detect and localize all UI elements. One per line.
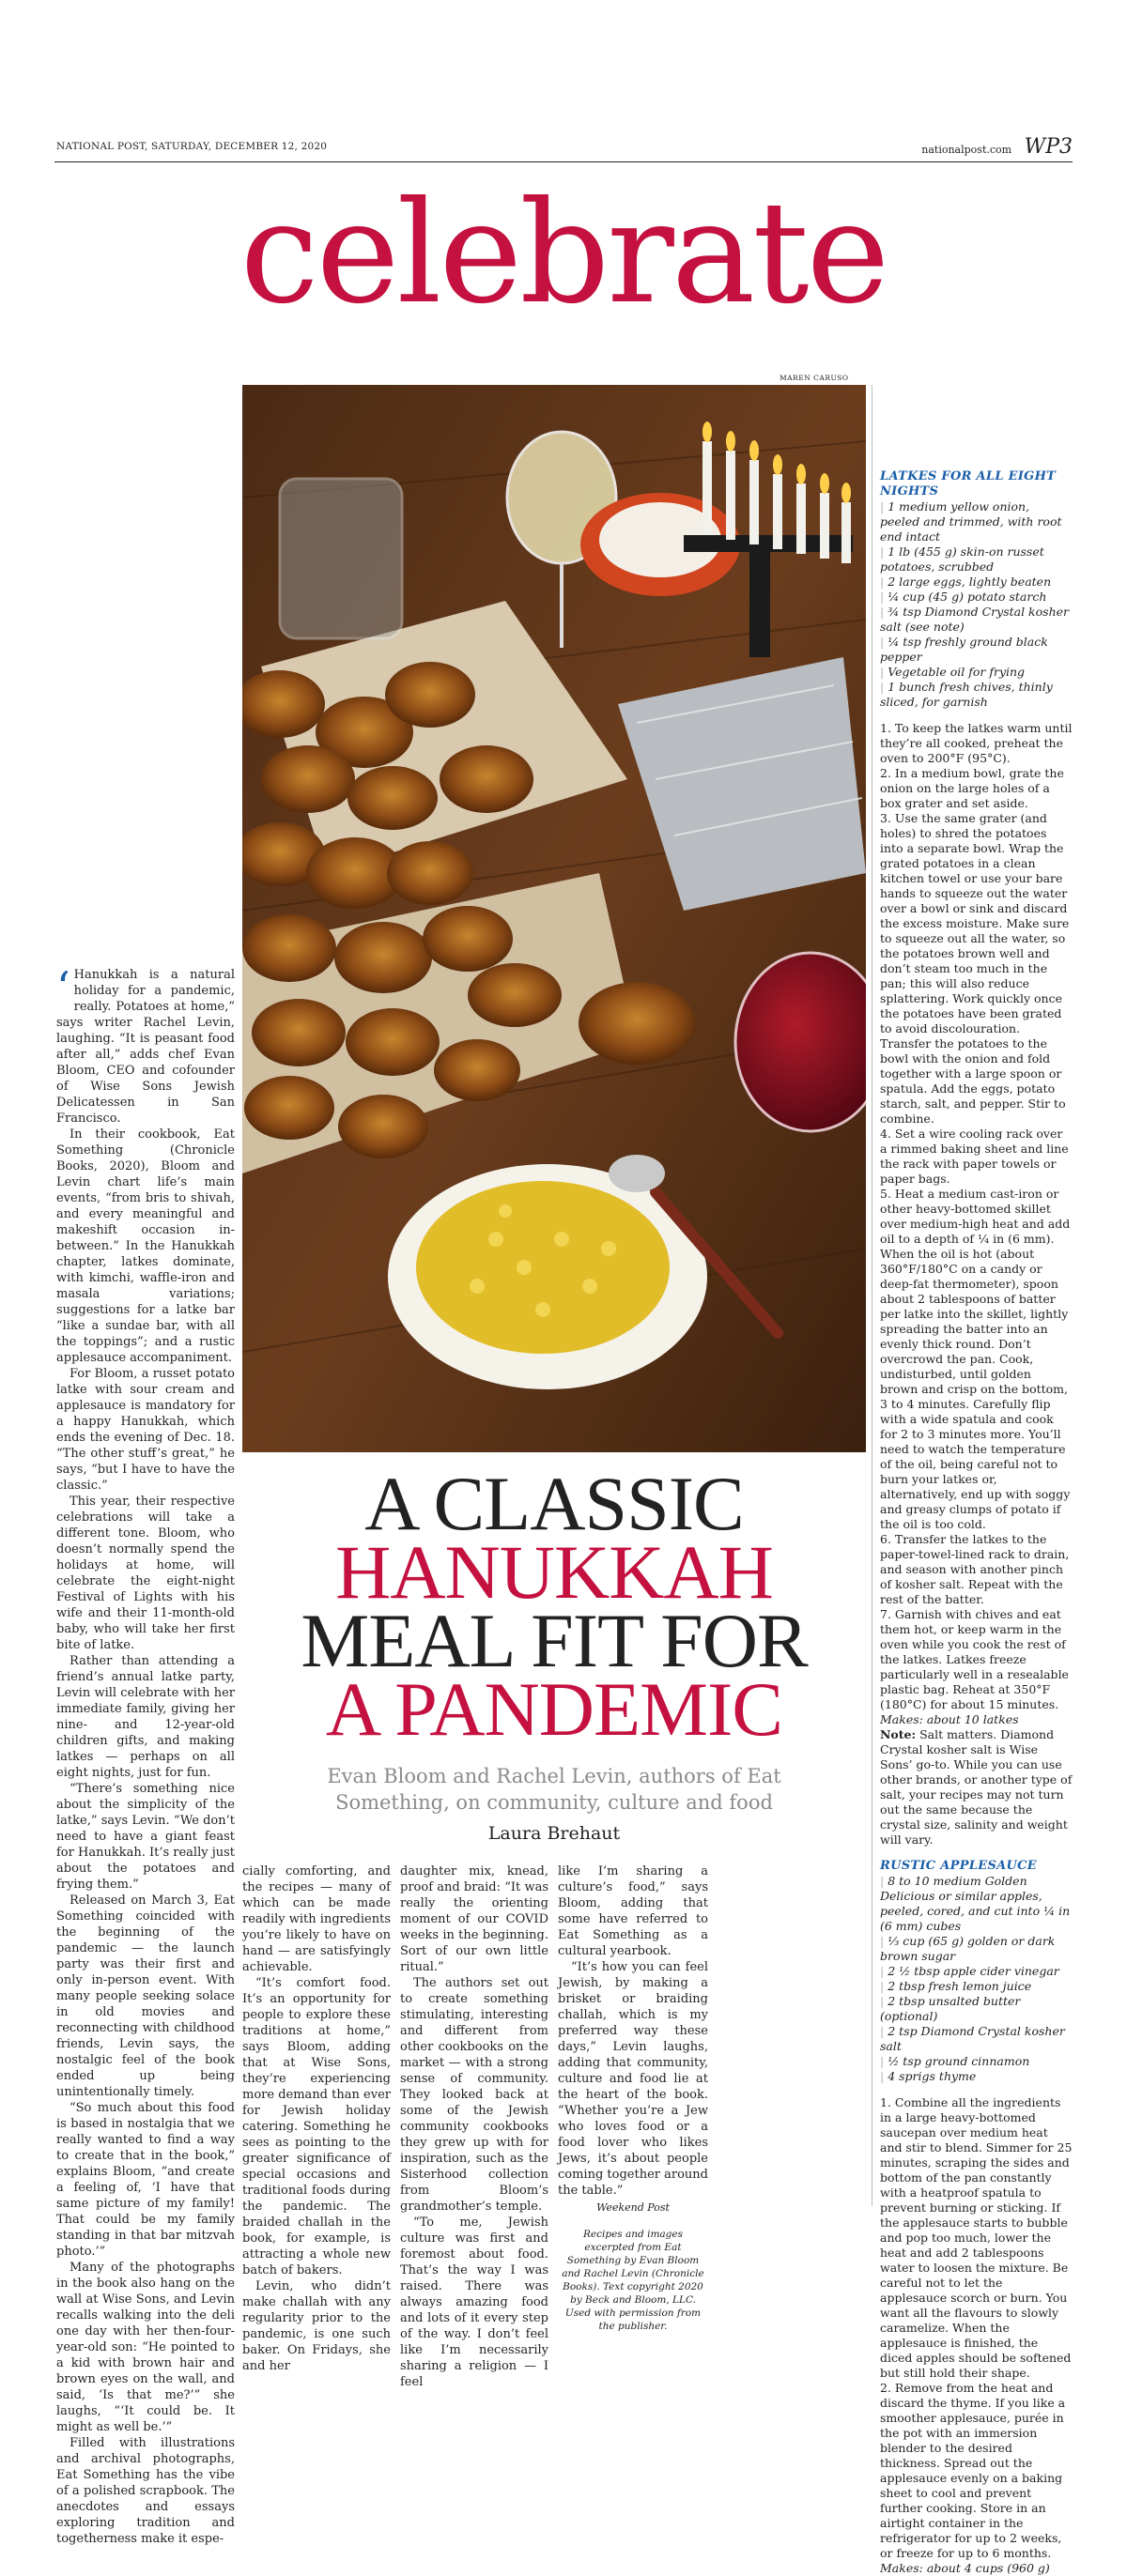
article-paragraph: cially comforting, and the recipes — many of which can be made readily with ingredients you’re likely to have on hand — are satisfyingly achievable. bbox=[242, 1864, 391, 1974]
recipe-step: 5. Heat a medium cast-iron or other heavy-bottomed skillet over medium-high heat and add oil to a depth of ¼ in (6 mm). When the oil is hot (about 360°F/180°C on a candy or deep-fat thermometer), spoon about 2 tablespoons of batter per latke into the skillet, lightly spreading the batter into an evenly thick round. Don’t overcrowd the pan. Cook, undisturbed, until golden brown and crisp on the bottom, 3 to 4 minutes. Carefully flip with a wide spatula and cook for 2 to 3 minutes more. You’ll need to watch the temperature of the oil, being careful not to burn your latkes or, alternatively, end up with soggy and greasy clumps of potato if the oil is too cold. bbox=[880, 1187, 1071, 1531]
section-title: celebrate bbox=[239, 172, 888, 335]
ingredient-item: | 2 tbsp unsalted butter (optional) bbox=[880, 1994, 1021, 2023]
recipe-note: Note: Salt matters. Diamond Crystal kosher salt is Wise Sons’ go-to. While you can use other brands, or another type of salt, your recipes may not turn out the same because the crystal size, salinity and weight will vary. bbox=[880, 1727, 1073, 1847]
article-paragraph: “It’s how you can feel Jewish, by making a brisket or braiding challah, which is my preferred way these days,” Levin laughs, adding that community, culture and food lie at the heart of the book. “Whether you’re a Jew who loves food or a food lover who likes Jews, it’s about people coming together around the table.” bbox=[558, 1960, 708, 2198]
recipe-step: 2. In a medium bowl, grate the onion on the large holes of a box grater and set aside. bbox=[880, 766, 1064, 810]
article-paragraph: like I’m sharing a culture’s food,” says Bloom, adding that some have referred to Eat Something as a cultural yearbook. bbox=[558, 1864, 708, 1958]
signoff: Weekend Post bbox=[596, 2201, 670, 2214]
article-column-2 bbox=[242, 1863, 391, 2374]
headline-line: MEAL FIT FOR bbox=[301, 1598, 808, 1683]
article-column-4 bbox=[558, 1863, 708, 2333]
ingredient-item: | Vegetable oil for frying bbox=[880, 665, 1026, 679]
headline-line: HANUKKAH bbox=[335, 1529, 773, 1615]
ingredient-item: | ¼ tsp freshly ground black pepper bbox=[880, 635, 1048, 664]
folio-date: NATIONAL POST, SATURDAY, DECEMBER 12, 2020 bbox=[56, 141, 328, 152]
recipe-step: 4. Set a wire cooling rack over a rimmed baking sheet and line the rack with paper towels or paper bags. bbox=[880, 1127, 1069, 1186]
ingredient-list bbox=[880, 1874, 1073, 2084]
source-note: Recipes and images excerpted from Eat Something by Evan Bloom and Rachel Levin (Chronicle Books). Text copyright 2020 by Beck and Bloom, LLC. Used with permission from the publisher. bbox=[562, 2229, 704, 2332]
recipe-sidebar bbox=[880, 469, 1073, 2576]
ingredient-item: | 4 sprigs thyme bbox=[880, 2069, 977, 2083]
page-number: WP3 bbox=[1024, 135, 1073, 159]
ingredient-item: | ⅓ cup (65 g) golden or dark brown sugar bbox=[880, 1934, 1056, 1963]
article-paragraph: Rather than attending a friend’s annual latke party, Levin will celebrate with her immediate family, giving her nine- and 12-year-old children gifts, and making latkes — perhaps on all eight nights, just for fun. bbox=[56, 1654, 235, 1780]
recipe-title: RUSTIC APPLESAUCE bbox=[880, 1859, 1038, 1873]
header-rule bbox=[54, 161, 1073, 162]
ingredient-item: | 1 bunch fresh chives, thinly sliced, for garnish bbox=[880, 680, 1053, 709]
ingredient-item: | 1 lb (455 g) skin-on russet potatoes, scrubbed bbox=[880, 544, 1044, 574]
article-paragraph: Filled with illustrations and archival photographs, Eat Something has the vibe of a polished scrapbook. The anecdotes and essays exploring tradition and togetherness make it espe- bbox=[56, 2436, 235, 2546]
ingredient-item: | 2 ½ tbsp apple cider vinegar bbox=[880, 1964, 1059, 1978]
article-column-1 bbox=[56, 962, 236, 2547]
ingredient-item: | ½ tsp ground cinnamon bbox=[880, 2054, 1030, 2068]
article-paragraph: ‘ Hanukkah is a natural holiday for a pandemic, really. Potatoes at home,” says writer Rachel Levin, laughing. “It is peasant food after all,” adds chef Evan Bloom, CEO and cofounder of Wise Sons Jewish Delicatessen in San Francisco. bbox=[56, 962, 235, 1126]
photo-credit: MAREN CARUSO bbox=[780, 374, 849, 382]
article-paragraph: For Bloom, a russet potato latke with sour cream and applesauce is mandatory for a happy Hanukkah, which ends the evening of Dec. 18. “The other stuff’s great,” he says, “but I have to have the classic.” bbox=[56, 1367, 235, 1493]
article-paragraph: In their cookbook, Eat Something (Chronicle Books, 2020), Bloom and Levin chart life’s main events, “from bris to shivah, and every meaningful and makeshift occasion in-between.” In the Hanukkah chapter, latkes dominate, with kimchi, waffle-iron and masala variations; suggestions for a latke bar “like a sundae bar, with all the toppings”; and a rustic applesauce accompaniment. bbox=[56, 1127, 235, 1365]
recipe-step: 1. Combine all the ingredients in a large heavy-bottomed saucepan over medium heat and stir to blend. Simmer for 25 minutes, scraping the sides and bottom of the pan constantly with a heatproof spatula to prevent burning or sticking. If the applesauce starts to bubble and pop too much, lower the heat and add 2 tablespoons water to loosen the mixture. Be careful not to let the applesauce scorch or burn. You want all the flavours to slowly caramelize. When the applesauce is finished, the diced apples should be softened but still hold their shape. bbox=[880, 2095, 1073, 2380]
headline bbox=[242, 1461, 866, 1752]
recipe-step: 7. Garnish with chives and eat them hot, or keep warm in the oven while you cook the rest of the latkes. Latkes freeze particularly well in a resealable plastic bag. Reheat at 350°F (180°C) for about 15 minutes. bbox=[880, 1607, 1069, 1711]
headline-line: A CLASSIC bbox=[364, 1461, 744, 1546]
ingredient-item: | ¼ cup (45 g) potato starch bbox=[880, 590, 1047, 604]
article-paragraph: The authors set out to create something stimulating, interesting and different from other cookbooks on the market — with a strong sense of community. They looked back at some of the Jewish community cookbooks they grew up with for inspiration, such as the Sisterhood collection from Bloom’s grandmother’s temple. bbox=[400, 1976, 548, 2214]
ingredient-item: | 8 to 10 medium Golden Delicious or similar apples, peeled, cored, and cut into ¼ in (6 mm) cubes bbox=[880, 1874, 1071, 1933]
ingredient-item: | 2 tbsp fresh lemon juice bbox=[880, 1979, 1032, 1993]
article-paragraph: Levin, who didn’t make challah with any regularity prior to the pandemic, is one such baker. On Fridays, she and her bbox=[242, 2279, 391, 2373]
recipe-step: 2. Remove from the heat and discard the thyme. If you like a smoother applesauce, purée in the pot with an immersion blender to the desired thickness. Spread out the applesauce evenly on a baking sheet to cool and prevent further cooking. Store in an airtight container in the refrigerator for up to 2 weeks, or freeze for up to 6 months. bbox=[880, 2381, 1066, 2560]
article-column-3 bbox=[400, 1863, 548, 2390]
article-paragraph: “There’s something nice about the simplicity of the latke,” says Levin. “We don’t need to have a giant feast for Hanukkah. It’s really just about the potatoes and frying them.” bbox=[56, 1782, 236, 1892]
deck: Evan Bloom and Rachel Levin, authors of Eat Something, on community, culture and food bbox=[327, 1765, 781, 1814]
ingredient-item: | 2 large eggs, lightly beaten bbox=[880, 575, 1052, 589]
recipe-title: LATKES FOR ALL EIGHT NIGHTS bbox=[880, 469, 1057, 498]
ingredient-item: | ¾ tsp Diamond Crystal kosher salt (see note) bbox=[880, 605, 1069, 634]
drop-quote-mark: ‘ bbox=[56, 962, 70, 1013]
article-paragraph: “So much about this food is based in nostalgia that we really wanted to find a way to create that in the book,” explains Bloom, “and create a feeling of, ‘I have that same picture of my family! That could be my family standing in that bar mitzvah photo.’” bbox=[56, 2101, 235, 2259]
hanukkah-table-photo bbox=[242, 385, 866, 1452]
article-paragraph: Released on March 3, Eat Something coincided with the beginning of the pandemic — the launch party was their first and only in-person event. With many people seeking solace in old movies and reconnecting with childhood friends, Levin says, the nostalgic feel of the book ended up being unintentionally timely. bbox=[56, 1894, 235, 2099]
byline: Laura Brehaut bbox=[487, 1823, 621, 1844]
folio-right bbox=[921, 135, 1073, 159]
recipe-step: 1. To keep the latkes warm until they’re all cooked, preheat the oven to 200°F (95°C). bbox=[880, 721, 1073, 765]
article-paragraph: This year, their respective celebrations will take a different tone. Bloom, who doesn’t normally spend the holidays at home, will celebrate the eight-night Festival of Lights with his wife and their 11-month-old baby, who will take her first bite of latke. bbox=[56, 1495, 235, 1652]
ingredient-item: | 2 tsp Diamond Crystal kosher salt bbox=[880, 2024, 1065, 2053]
article-paragraph: Many of the photographs in the book also hang on the wall at Wise Sons, and Levin recalls walking into the deli one day with her then-four-year-old son: “He pointed to a kid with brown hair and brown eyes on the wall, and said, ‘Is that me?’” she laughs, “‘It could be. It might as well be.’” bbox=[56, 2261, 235, 2434]
recipe-step: 3. Use the same grater (and holes) to shred the potatoes into a separate bowl. Wrap the grated potatoes in a clean kitchen towel or use your bare hands to squeeze out the water over a bowl or sink and discard the excess moisture. Make sure to squeeze out all the water, so the potatoes brown well and don’t steam too much in the pan; this will also reduce splattering. Work quickly once the potatoes have been grated to avoid discolouration. Transfer the potatoes to the bowl with the onion and fold together with a large spoon or spatula. Add the eggs, potato starch, salt, and pepper. Stir to combine. bbox=[880, 811, 1070, 1126]
folio-site: nationalpost.com bbox=[921, 144, 1012, 156]
recipe-step: 6. Transfer the latkes to the paper-towel-lined rack to drain, and season with another pinch of kosher salt. Repeat with the rest of the batter. bbox=[880, 1532, 1070, 1606]
article-paragraph: “It’s comfort food. It’s an opportunity for people to explore these traditions at home,” says Bloom, adding that at Wise Sons, they’re experiencing more demand than ever for Jewish holiday catering. Something he sees as pointing to the greater significance of special occasions and traditional foods during the pandemic. The braided challah in the book, for example, is attracting a whole new batch of bakers. bbox=[242, 1976, 391, 2277]
article-paragraph: daughter mix, knead, proof and braid: “It was really the orienting moment of our COVID weeks in the beginning. Sort of our own little ritual.” bbox=[400, 1864, 548, 1974]
recipe-yield: Makes: about 10 latkes bbox=[880, 1712, 1019, 1726]
ingredient-list bbox=[880, 499, 1073, 710]
recipe-yield: Makes: about 4 cups (960 g) bbox=[880, 2561, 1050, 2575]
headline-line: A PANDEMIC bbox=[326, 1666, 782, 1752]
article-paragraph: “To me, Jewish culture was first and foremost about food. That’s the way I was raised. There was always amazing food and lots of it every step of the way. I don’t feel like I’m necessarily sharing a religion — I feel bbox=[400, 2216, 548, 2389]
ingredient-item: | 1 medium yellow onion, peeled and trimmed, with root end intact bbox=[880, 499, 1062, 544]
